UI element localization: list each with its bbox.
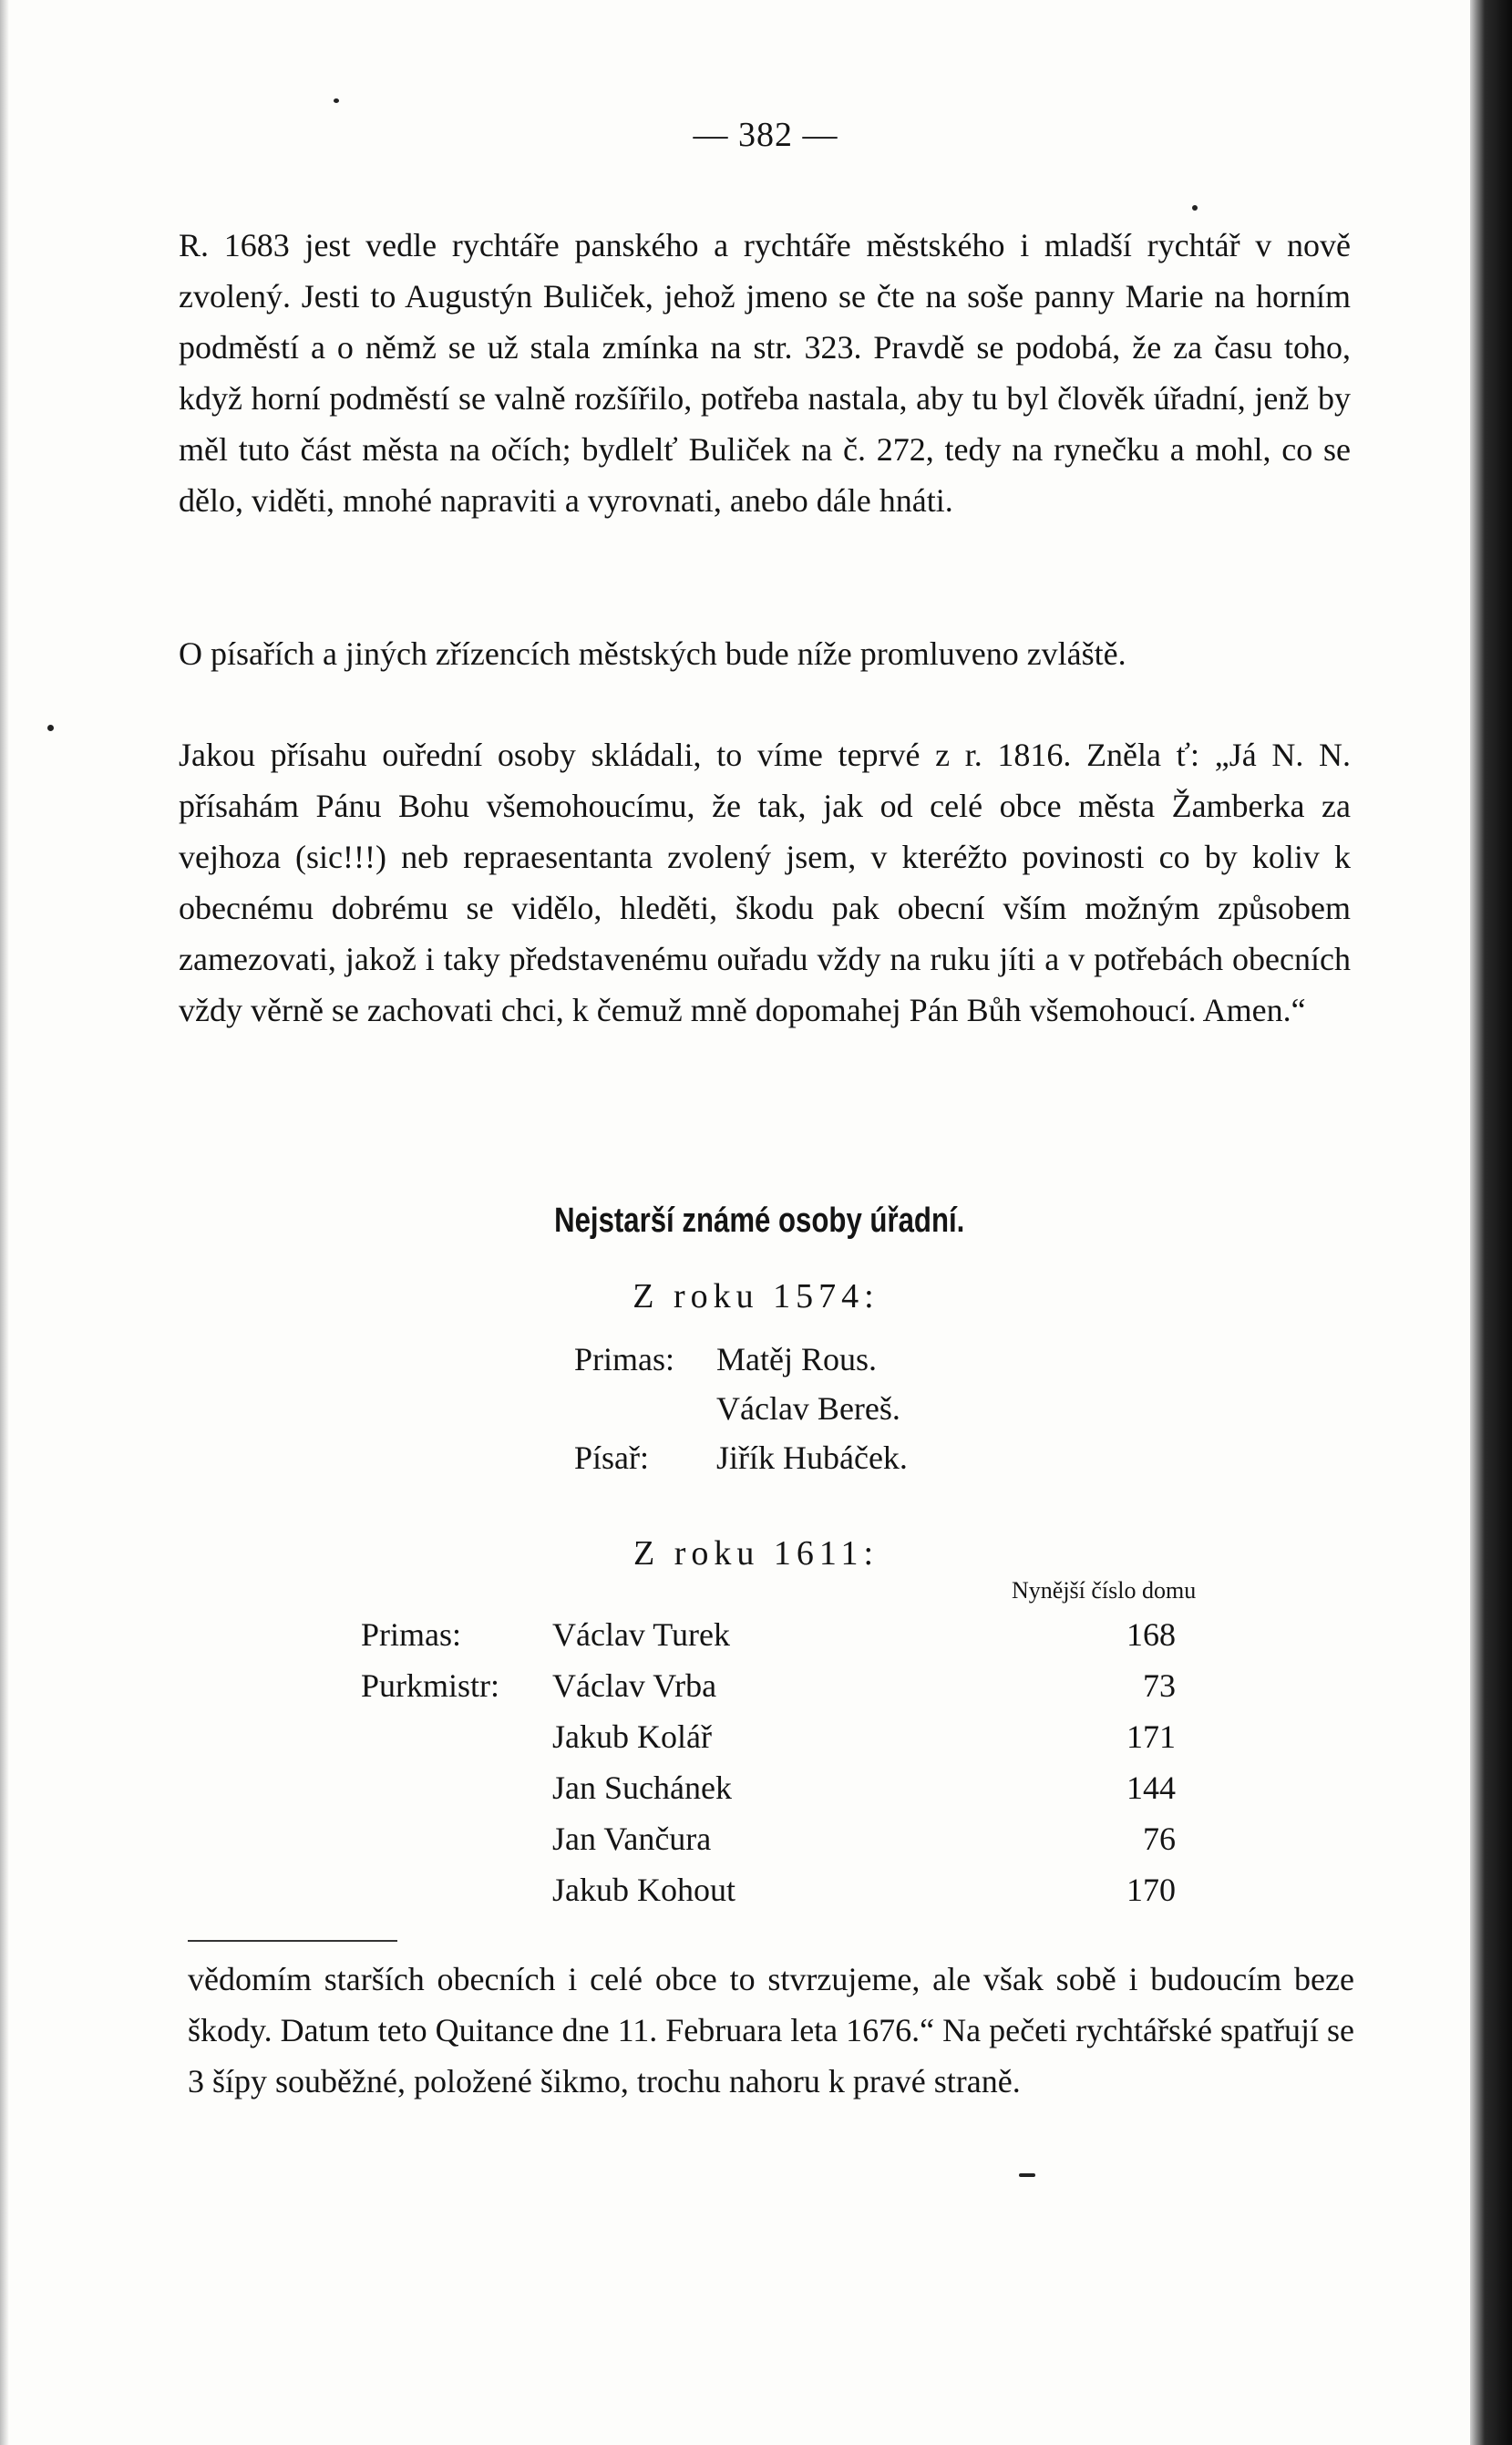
official-name: Václav Bereš.	[716, 1390, 900, 1427]
page-left-edge	[0, 0, 9, 2445]
page-right-edge	[1470, 0, 1512, 2445]
official-name: Václav Vrba	[552, 1667, 717, 1704]
house-number: 171	[1126, 1718, 1176, 1755]
house-number-column-header: Nynější číslo domu	[1012, 1577, 1197, 1604]
scan-speck	[1019, 2173, 1035, 2177]
official-name: Jakub Kohout	[552, 1872, 735, 1908]
page-number: — 382 —	[693, 116, 838, 154]
official-name: Jan Suchánek	[552, 1769, 732, 1806]
year-1574-title: Z roku 1574:	[633, 1277, 879, 1315]
house-number: 170	[1126, 1872, 1176, 1908]
paragraph-prisaha: Jakou přísahu ouřední osoby skládali, to víme teprvé z r. 1816. Zněla ť: „Já N. N. přísahám Pánu Bohu všemohoucímu, že tak, jak od celé obce města Žamberka za vejhoza (sic!!!) neb repraesentanta zvolený jsem, v kteréžto povinosti co by koliv k obecnému dobrému se vidělo, hleděti, škodu pak obecní vším možným způsobem zamezovati, jakož i taky představenému ouřadu vždy na ruku jíti a v potřebách obecních vždy věrně se zachovati chci, k čemuž mně dopomahej Pán Bůh všemohoucí. Amen.“	[179, 737, 1351, 1028]
scan-speck	[334, 98, 339, 103]
scan-speck	[1192, 205, 1198, 211]
section-heading: Nejstarší známé osoby úřadní.	[554, 1202, 965, 1240]
official-name: Jan Vančura	[552, 1821, 712, 1857]
year-1611-title: Z roku 1611:	[633, 1534, 879, 1573]
official-name: Matěj Rous.	[716, 1341, 877, 1377]
official-name: Jakub Kolář	[552, 1718, 712, 1755]
paragraph-pisari: O písařích a jiných zřízencích městských bude níže promluveno zvláště.	[179, 635, 1126, 672]
paragraph-quitance: vědomím starších obecních i celé obce to stvrzujeme, ale však sobě i budoucím beze škody. Datum teto Quitance dne 11. Februara leta 1676.“ Na pečeti rychtářské spatřují se 3 šípy souběžné, položené šikmo, trochu nahoru k pravé straně.	[188, 1961, 1354, 2099]
scan-speck	[47, 725, 54, 731]
official-role: Purkmistr:	[361, 1667, 500, 1704]
official-role: Písař:	[574, 1439, 650, 1476]
official-role: Primas:	[361, 1616, 462, 1653]
house-number: 168	[1126, 1616, 1176, 1653]
official-name: Jiřík Hubáček.	[716, 1439, 908, 1476]
house-number: 73	[1143, 1667, 1176, 1704]
section-divider	[188, 1940, 397, 1942]
official-name: Václav Turek	[552, 1616, 730, 1653]
house-number: 144	[1126, 1769, 1176, 1806]
house-number: 76	[1143, 1821, 1176, 1857]
paragraph-rychtar: R. 1683 jest vedle rychtáře panského a rychtáře městského i mladší rychtář v nově zvolený. Jesti to Augustýn Buliček, jehož jmeno se čte na soše panny Marie na horním podměstí a o němž se už stala zmínka na str. 323. Pravdě se podobá, že za času toho, když horní podměstí se valně rozšířilo, potřeba nastala, aby tu byl člověk úřadní, jenž by měl tuto část města na očích; bydlelť Buliček na č. 272, tedy na rynečku a mohl, co se dělo, viděti, mnohé napraviti a vyrovnati, anebo dále hnáti.	[179, 227, 1351, 519]
official-role: Primas:	[574, 1341, 675, 1377]
